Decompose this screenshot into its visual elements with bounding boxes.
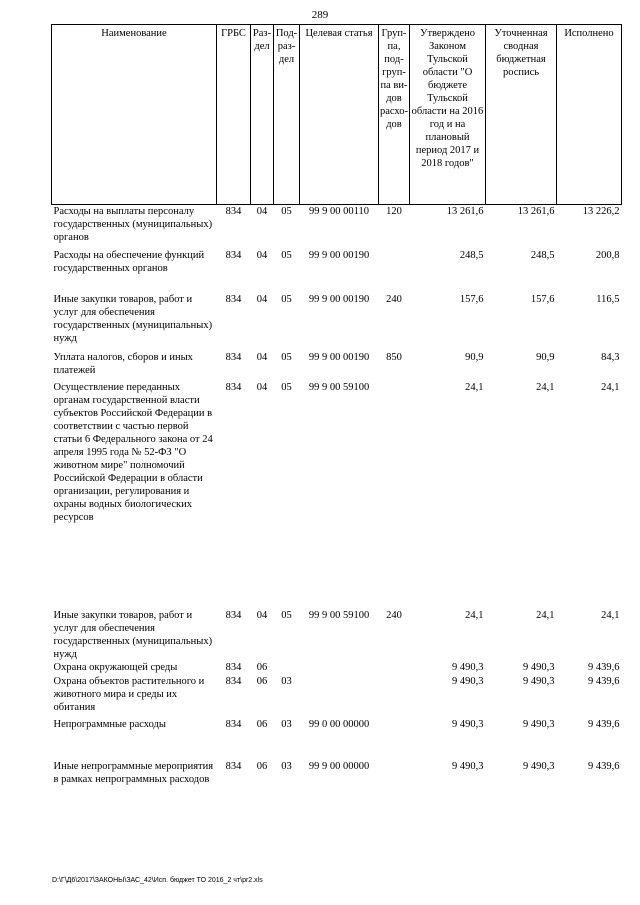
- row-podrazdel: 05: [281, 294, 292, 305]
- table-row: [52, 351, 622, 381]
- row-executed: 116,5: [596, 294, 620, 305]
- row-name: Осуществление переданных органам государственной власти субъектов Российской Федерации в соответствии с частью первой статьи 6 Федерального закона от 24 апреля 1995 года № 52-ФЗ "О животном мире" полномочий Российской Федерации в области организации, регулирования и охраны водных биологических ресурсов: [53, 382, 213, 523]
- table-body: [52, 205, 622, 787]
- row-name: Охрана окружающей среды: [53, 662, 178, 673]
- row-approved: 9 490,3: [452, 662, 484, 673]
- row-executed: 200,8: [595, 250, 620, 261]
- row-expense-type: [379, 249, 410, 293]
- row-executed: 9 439,6: [588, 676, 620, 687]
- row-approved: 157,6: [459, 294, 484, 305]
- table-row: [52, 661, 622, 675]
- row-expense-type: [379, 718, 410, 748]
- table-row: [52, 675, 622, 718]
- row-podrazdel: 05: [281, 206, 292, 217]
- row-approved: 13 261,6: [446, 206, 484, 217]
- row-name: Иные закупки товаров, работ и услуг для обеспечения государственных (муниципальных) нужд: [53, 294, 213, 344]
- row-target-article: 99 9 00 59100: [308, 610, 370, 621]
- row-grbs: 834: [225, 662, 242, 673]
- row-approved: 90,9: [465, 352, 484, 363]
- row-expense-type: 240: [386, 294, 402, 305]
- row-target-article: [300, 661, 379, 675]
- row-grbs: 834: [225, 250, 242, 261]
- row-refined: 9 490,3: [523, 676, 555, 687]
- row-approved: 24,1: [465, 382, 484, 393]
- row-approved: 248,5: [459, 250, 484, 261]
- row-refined: 24,1: [536, 382, 555, 393]
- row-razdel: 04: [256, 382, 268, 393]
- row-grbs: 834: [225, 294, 242, 305]
- row-expense-type: [379, 661, 410, 675]
- row-razdel: 04: [256, 250, 268, 261]
- row-executed: 9 439,6: [588, 662, 620, 673]
- row-name: Расходы на обеспечение функций государственных органов: [53, 250, 205, 274]
- header-refined: Уточненная сводная бюджетная роспись: [486, 25, 557, 205]
- row-grbs: 834: [225, 761, 242, 772]
- row-razdel: 06: [256, 676, 268, 687]
- budget-table: [51, 24, 622, 786]
- row-approved: 9 490,3: [452, 761, 484, 772]
- row-approved: 24,1: [465, 610, 484, 621]
- row-razdel: 06: [256, 662, 268, 673]
- row-approved: 9 490,3: [452, 719, 484, 730]
- row-expense-type: [379, 675, 410, 718]
- row-name: Уплата налогов, сборов и иных платежей: [53, 352, 193, 376]
- table-row: [52, 381, 622, 567]
- row-refined: 9 490,3: [523, 761, 555, 772]
- row-grbs: 834: [225, 352, 242, 363]
- row-approved: 9 490,3: [452, 676, 484, 687]
- header-target-article: Целевая статья: [300, 25, 379, 205]
- row-expense-type: 850: [386, 352, 402, 363]
- table-row: [52, 718, 622, 748]
- row-razdel: 04: [256, 294, 268, 305]
- row-name: Иные непрограммные мероприятия в рамках непрограммных расходов: [53, 761, 214, 785]
- header-grbs: ГРБС: [217, 25, 251, 205]
- header-name: Наименование: [52, 25, 217, 205]
- row-executed: 9 439,6: [588, 719, 620, 730]
- row-grbs: 834: [225, 676, 242, 687]
- row-target-article: 99 9 00 00190: [308, 352, 370, 363]
- row-refined: 24,1: [536, 610, 555, 621]
- row-refined: 9 490,3: [523, 662, 555, 673]
- row-podrazdel: 05: [281, 382, 292, 393]
- row-razdel: 04: [256, 610, 268, 621]
- row-grbs: 834: [225, 382, 242, 393]
- row-podrazdel: 05: [281, 352, 292, 363]
- header-razdel: Раз-дел: [251, 25, 274, 205]
- header-row: [52, 25, 622, 205]
- row-razdel: 06: [256, 761, 268, 772]
- row-target-article: 99 9 00 59100: [308, 382, 370, 393]
- header-approved: Утверждено Законом Тульской области "О бюджете Тульской области на 2016 год и на плановый период 2017 и 2018 годов": [410, 25, 486, 205]
- row-grbs: 834: [225, 610, 242, 621]
- row-target-article: [300, 675, 379, 718]
- row-target-article: 99 9 00 00000: [308, 761, 370, 772]
- row-podrazdel: 05: [281, 610, 292, 621]
- row-razdel: 04: [256, 206, 268, 217]
- row-razdel: 06: [256, 719, 268, 730]
- row-executed: 9 439,6: [588, 761, 620, 772]
- row-target-article: 99 9 00 00190: [308, 250, 370, 261]
- header-podrazdel: Под-раз-дел: [274, 25, 300, 205]
- page-number: 289: [311, 9, 329, 21]
- row-podrazdel: 03: [281, 719, 292, 730]
- row-expense-type: [379, 748, 410, 786]
- table-row: [52, 748, 622, 786]
- header-executed: Исполнено: [557, 25, 622, 205]
- row-executed: 24,1: [601, 610, 620, 621]
- row-target-article: 99 9 00 00190: [308, 294, 370, 305]
- row-name: Расходы на выплаты персоналу государственных (муниципальных) органов: [53, 206, 213, 243]
- row-podrazdel: 05: [281, 250, 292, 261]
- row-expense-type: [379, 381, 410, 567]
- header-expense-type: Груп-па, под-груп-па ви-дов расхо-дов: [379, 25, 410, 205]
- row-expense-type: 120: [386, 206, 402, 217]
- row-refined: 248,5: [530, 250, 555, 261]
- table-row: [52, 567, 622, 661]
- row-refined: 157,6: [530, 294, 555, 305]
- row-refined: 13 261,6: [517, 206, 555, 217]
- table-row: [52, 205, 622, 250]
- row-name: Охрана объектов растительного и животного мира и среды их обитания: [53, 676, 205, 713]
- row-podrazdel: 03: [281, 761, 292, 772]
- row-podrazdel: [274, 661, 300, 675]
- row-expense-type: 240: [386, 610, 402, 621]
- row-razdel: 04: [256, 352, 268, 363]
- row-target-article: 99 9 00 00110: [309, 206, 369, 217]
- footer-file-path: D:\Г\Д6\2017\ЗАКОНЫ\ЗАС_42\Исп. бюджет ТО 2016_2 чт\pr2.xls: [52, 877, 263, 884]
- table-row: [52, 293, 622, 351]
- row-grbs: 834: [225, 206, 242, 217]
- row-name: Непрограммные расходы: [53, 719, 166, 730]
- row-podrazdel: 03: [281, 676, 292, 687]
- row-executed: 84,3: [601, 352, 620, 363]
- row-name: Иные закупки товаров, работ и услуг для обеспечения государственных (муниципальных) нужд: [53, 610, 213, 660]
- row-refined: 9 490,3: [523, 719, 555, 730]
- row-executed: 24,1: [601, 382, 620, 393]
- row-executed: 13 226,2: [582, 206, 620, 217]
- table-row: [52, 249, 622, 293]
- row-grbs: 834: [225, 719, 242, 730]
- row-target-article: 99 0 00 00000: [308, 719, 370, 730]
- row-refined: 90,9: [536, 352, 555, 363]
